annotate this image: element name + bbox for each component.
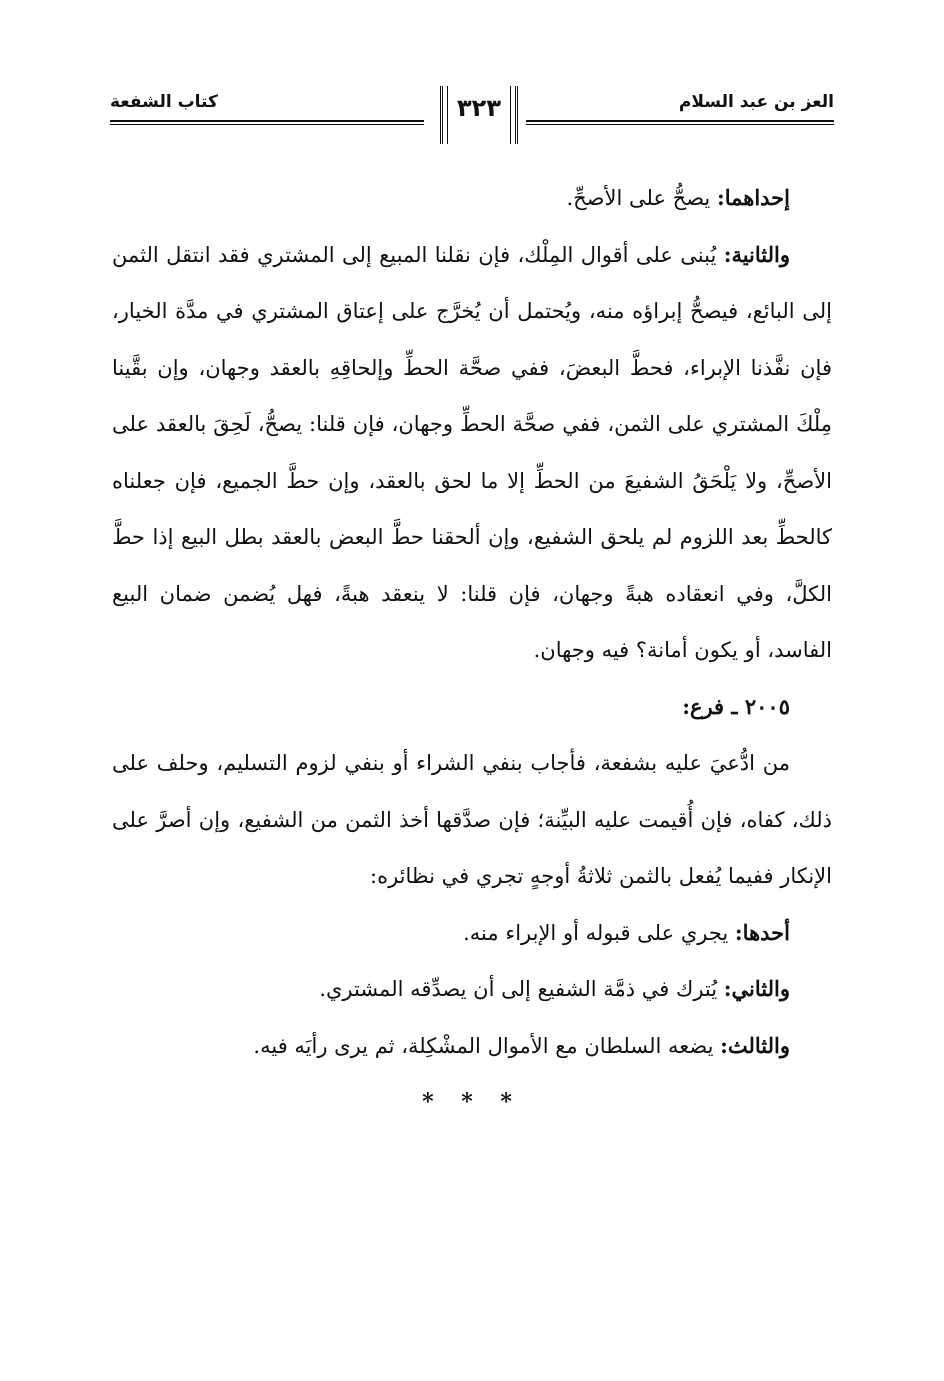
section-heading: ٢٠٠٥ ـ فرع: xyxy=(682,693,790,719)
paragraph-text: من ادُّعيَ عليه بشفعة، فأجاب بنفي الشراء أو بنفي لزوم التسليم، وحلف على ذلك، كفاه، فإن أُقيمت عليه البيِّنة؛ فإن صدَّقها أخذ الثمن من الشفيع، وإن أصرَّ على الإنكار ففيما يُفعل بالثمن ثلاثةُ أوجهٍ تجري في نظائره: xyxy=(112,751,832,888)
list-item-text: يضعه السلطان مع الأموال المشْكِلة، ثم يرى رأيَه فيه. xyxy=(253,1033,721,1058)
term-label: والثانية: xyxy=(723,241,790,267)
list-item-text: يُترك في ذمَّة الشفيع إلى أن يصدِّقه المشتري. xyxy=(319,977,724,1001)
paragraph-second-opinion xyxy=(112,227,832,679)
running-header-section: كتاب الشفعة xyxy=(110,92,218,112)
header-rule-left xyxy=(110,120,424,125)
header-rule-right xyxy=(526,120,834,125)
page-body xyxy=(112,170,832,1131)
paragraph-text: يُبنى على أقوال المِلْك، فإن نقلنا المبيع إلى المشتري فقد انتقل الثمن إلى البائع، فيصحُّ إبراؤه منه، ويُحتمل أن يُخرَّج على إعتاق المشتري في مدَّة الخيار، فإن نفَّذنا الإبراء، فحطَّ البعضَ، ففي صحَّة الحطِّ وإلحاقِهِ بالعقد وجهان، وإن بقَّينا مِلْكَ المشتري على الثمن، ففي صحَّة الحطِّ وجهان، فإن قلنا: يصحُّ، لَحِقَ بالعقد على الأصحِّ، ولا يَلْحَقُ الشفيعَ من الحطِّ إلا ما لحق بالعقد، وإن حطَّ الجميع، فإن جعلناه كالحطِّ بعد اللزوم لم يلحق الشفيع، وإن ألحقنا حطَّ البعض بالعقد بطل البيع إذا حطَّ الكلَّ، وفي انعقاده هبةً وجهان، فإن قلنا: لا ينعقد هبةً، فهل يُضمن ضمان البيع الفاسد، أو يكون أمانة؟ فيه وجهان. xyxy=(112,242,832,662)
page-header xyxy=(110,86,834,156)
list-item xyxy=(112,1018,832,1075)
list-item-text: يجري على قبوله أو الإبراء منه. xyxy=(463,920,735,945)
running-header-author: العز بن عبد السلام xyxy=(678,92,834,112)
paragraph-text: يصحُّ على الأصحِّ. xyxy=(566,186,717,210)
paragraph-shufa-claim xyxy=(112,735,832,905)
term-label: إحداهما: xyxy=(716,185,790,210)
paragraph-first-opinion xyxy=(112,170,832,227)
page-number: ٣٢٣ xyxy=(457,94,501,122)
list-item xyxy=(112,905,832,962)
term-label: والثاني: xyxy=(723,976,790,1001)
section-end-stars: * * * xyxy=(422,1089,522,1115)
page-number-frame xyxy=(440,86,518,144)
term-label: أحدها: xyxy=(734,919,790,945)
term-label: والثالث: xyxy=(720,1032,790,1058)
list-item xyxy=(112,961,832,1018)
